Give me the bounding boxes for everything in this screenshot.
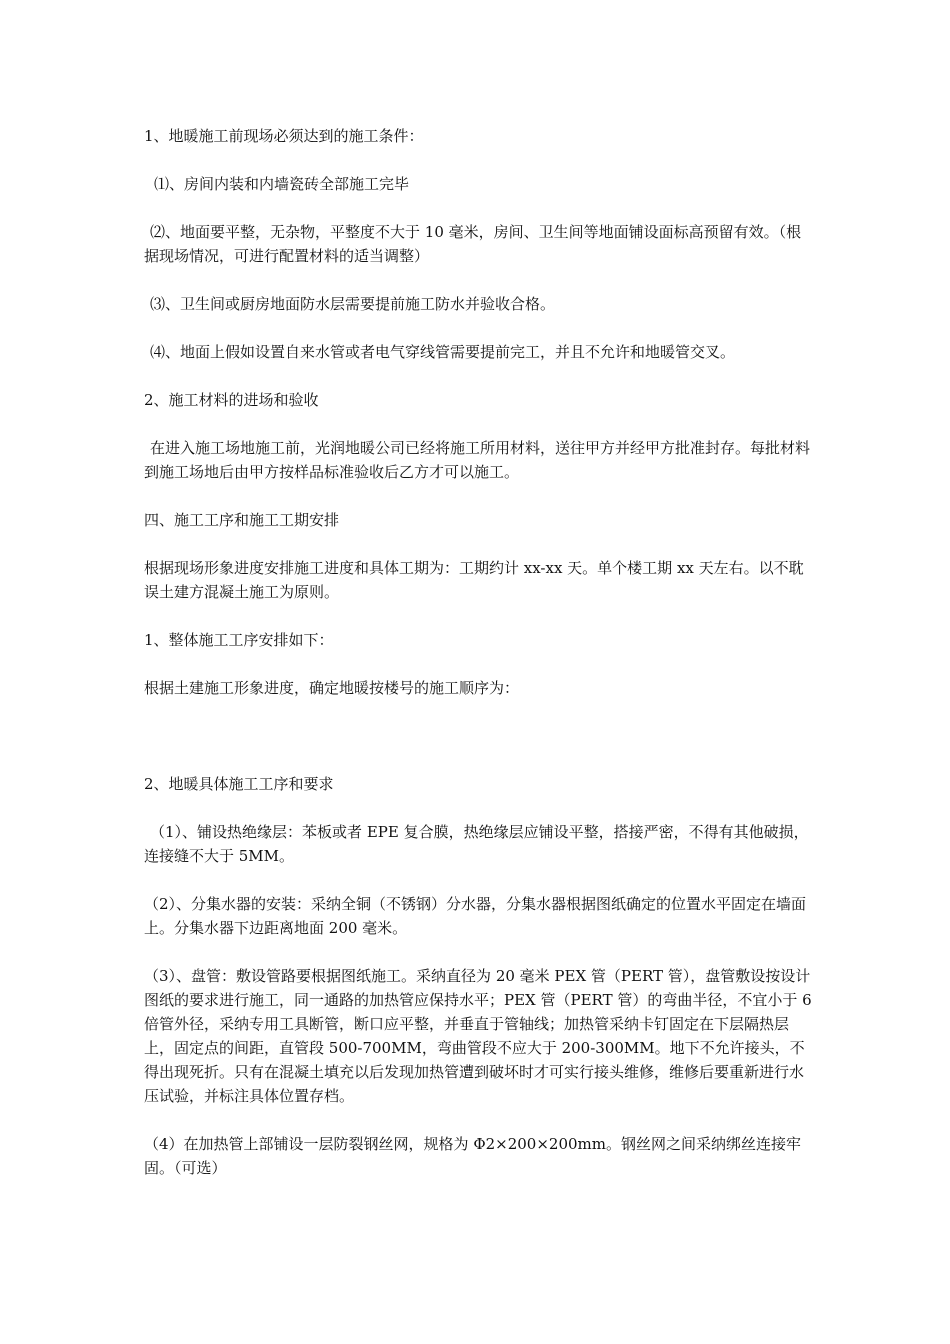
materials-paragraph: 在进入施工场地施工前，光润地暖公司已经将施工所用材料，送往甲方并经甲方批准封存。每批材料到施工场地后由甲方按样品标准验收后乙方才可以施工。 xyxy=(144,439,811,481)
procedure-item-1: （1）、铺设热绝缘层：苯板或者 EPE 复合膜，热绝缘层应铺设平整，搭接严密，不得有其他破损，连接缝不大于 5MM。 xyxy=(144,823,809,865)
condition-item-1: ⑴、房间内装和内墙瓷砖全部施工完毕 xyxy=(154,175,410,193)
sequence-paragraph: 根据土建施工形象进度，确定地暖按楼号的施工顺序为： xyxy=(144,679,520,697)
section-heading-materials: 2、施工材料的进场和验收 xyxy=(144,391,319,409)
section-heading-schedule: 四、施工工序和施工工期安排 xyxy=(144,511,340,529)
procedure-item-4: （4）在加热管上部铺设一层防裂钢丝网，规格为 Φ2×200×200mm。钢丝网之间采纳绑丝连接牢固。（可选） xyxy=(144,1135,802,1177)
condition-item-3: ⑶、卫生间或厨房地面防水层需要提前施工防水并验收合格。 xyxy=(150,295,556,313)
section-heading-overall-sequence: 1、整体施工工序安排如下： xyxy=(144,631,334,649)
condition-item-4: ⑷、地面上假如设置自来水管或者电气穿线管需要提前完工，并且不允许和地暖管交叉。 xyxy=(150,343,736,361)
condition-item-2: ⑵、地面要平整，无杂物，平整度不大于 10 毫米，房间、卫生间等地面铺设面标高预留有效。（根据现场情况，可进行配置材料的适当调整） xyxy=(144,223,802,265)
procedure-item-2: （2）、分集水器的安装：采纳全铜（不锈钢）分水器，分集水器根据图纸确定的位置水平固定在墙面上。分集水器下边距离地面 200 毫米。 xyxy=(144,895,807,937)
procedure-item-3: （3）、盘管：敷设管路要根据图纸施工。采纳直径为 20 毫米 PEX 管（PERT 管），盘管敷设按设计图纸的要求进行施工，同一通路的加热管应保持水平；PEX 管（PERT 管）的弯曲半径，不宜小于 6 倍管外径，采纳专用工具断管，断口应平整，并垂直于管轴线；加热管采纳卡钉固定在下层隔热层上，固定点的间距，直管段 500-700MM，弯曲管段不应大于 200-300MM。地下不允许接头，不得出现死折。只有在混凝土填充以后发现加热管遭到破坏时才可实行接头维修，维修后要重新进行水压试验，并标注具体位置存档。 xyxy=(144,967,817,1105)
section-heading-specific-procedures: 2、地暖具体施工工序和要求 xyxy=(144,775,334,793)
section-heading-construction-conditions: 1、地暖施工前现场必须达到的施工条件： xyxy=(144,127,424,145)
document-body xyxy=(144,124,817,1204)
schedule-paragraph: 根据现场形象进度安排施工进度和具体工期为：工期约计 xx-xx 天。单个楼工期 xx 天左右。以不耽误土建方混凝土施工为原则。 xyxy=(144,559,804,601)
